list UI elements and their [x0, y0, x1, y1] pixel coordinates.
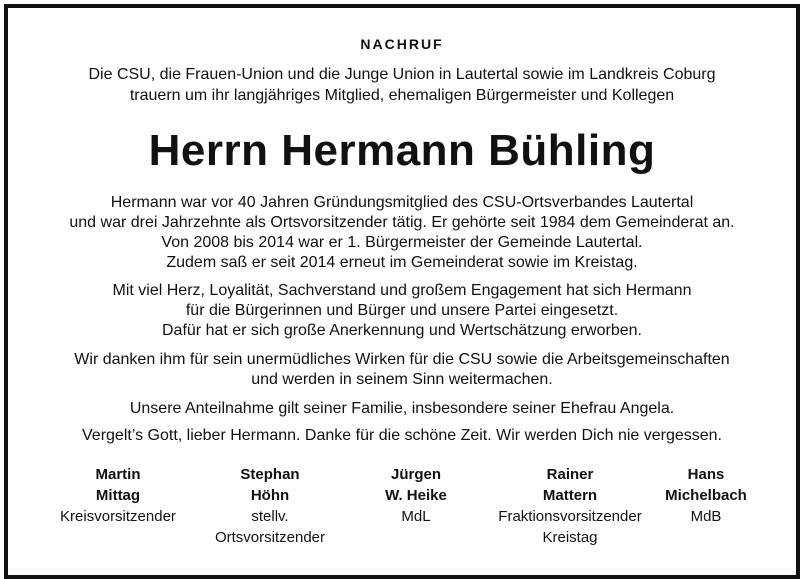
intro-text [8, 64, 796, 106]
intro-line: trauern um ihr langjähriges Mitglied, ehemaligen Bürgermeister und Kollegen [129, 87, 675, 104]
paragraph-line: Unsere Anteilnahme gilt seiner Familie, insbesondere seiner Ehefrau Angela. [129, 400, 675, 417]
signer-hans-michelbach [636, 464, 776, 527]
obituary-frame [4, 4, 800, 579]
signer-first-name: Hans [687, 466, 725, 483]
paragraph-thanks [8, 350, 796, 390]
deceased-name: Herrn Hermann Bühling [148, 126, 656, 175]
signer-juergen-heike [331, 464, 501, 527]
paragraph-line: Wir danken ihm für sein unermüdliches Wirken für die CSU sowie die Arbeitsgemeinschaften [74, 351, 730, 368]
paragraph-farewell [8, 426, 796, 446]
paragraph-line: Vergelt’s Gott, lieber Hermann. Danke für die schöne Zeit. Wir werden Dich nie vergessen. [82, 427, 722, 444]
paragraph-condolence [8, 399, 796, 419]
paragraph-line: Dafür hat er sich große Anerkennung und Wertschätzung erworben. [162, 322, 642, 339]
signer-role: Kreistag [542, 529, 598, 546]
signer-role: Fraktionsvorsitzender [498, 508, 642, 525]
signer-role: Kreisvorsitzender [60, 508, 176, 525]
intro-line: Die CSU, die Frauen-Union und die Junge Union in Lautertal sowie im Landkreis Coburg [88, 66, 716, 83]
signer-role: MdB [690, 508, 722, 525]
signer-last-name: Höhn [250, 487, 290, 504]
paragraph-line: und werden in seinem Sinn weitermachen. [251, 371, 553, 388]
paragraph-line: und war drei Jahrzehnte als Ortsvorsitzender tätig. Er gehörte seit 1984 dem Gemeinderat an. [69, 214, 735, 231]
signer-last-name: Mattern [542, 487, 598, 504]
signer-role: Ortsvorsitzender [214, 529, 326, 546]
signer-martin-mittag [33, 464, 203, 527]
signer-last-name: W. Heike [385, 487, 447, 504]
signer-role: MdL [401, 508, 431, 525]
signatories [8, 464, 796, 559]
signer-first-name: Jürgen [390, 466, 441, 483]
paragraph-biography [8, 193, 796, 273]
signer-rainer-mattern [485, 464, 655, 548]
signer-stephan-hoehn [185, 464, 355, 548]
paragraph-line: Von 2008 bis 2014 war er 1. Bürgermeister der Gemeinde Lautertal. [161, 234, 643, 251]
paragraph-line: Mit viel Herz, Loyalität, Sachverstand und großem Engagement hat sich Hermann [112, 282, 692, 299]
signer-last-name: Michelbach [665, 487, 747, 504]
paragraph-engagement [8, 281, 796, 341]
signer-role: stellv. [251, 508, 289, 525]
paragraph-line: Zudem saß er seit 2014 erneut im Gemeinderat sowie im Kreistag. [166, 254, 638, 271]
paragraph-line: für die Bürgerinnen und Bürger und unsere Partei eingesetzt. [185, 302, 619, 319]
paragraph-line: Hermann war vor 40 Jahren Gründungsmitglied des CSU-Ortsverbandes Lautertal [110, 194, 694, 211]
signer-first-name: Rainer [546, 466, 594, 483]
signer-first-name: Martin [95, 466, 141, 483]
signer-first-name: Stephan [240, 466, 300, 483]
heading: NACHRUF [360, 36, 444, 52]
signer-last-name: Mittag [95, 487, 141, 504]
